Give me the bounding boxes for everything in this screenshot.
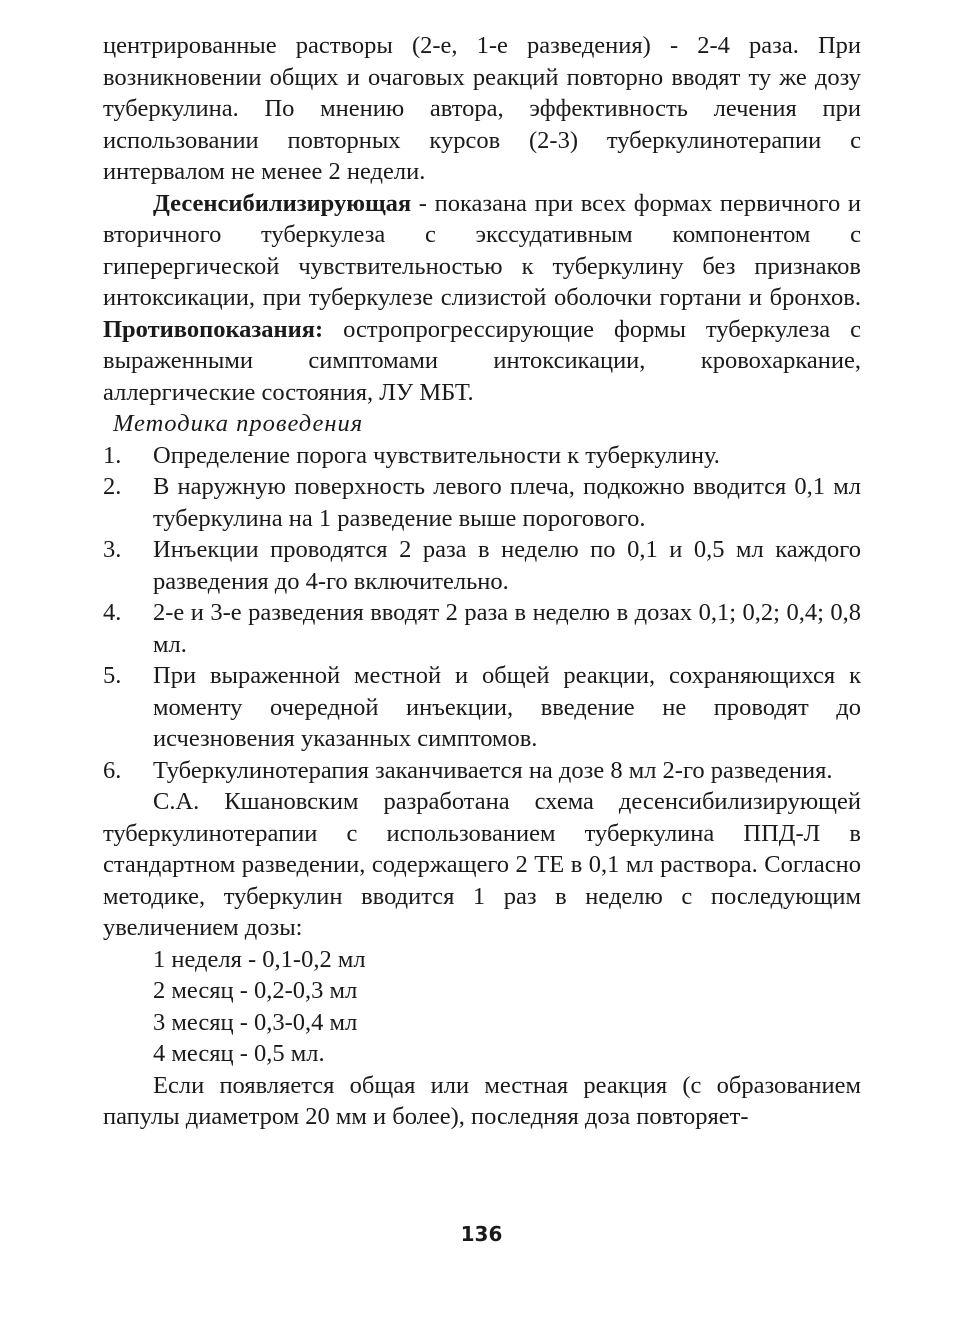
paragraph-reaction: Если появляется общая или местная реакция (с образованием папулы диаметром 20 мм и более), последняя доза повторяет- bbox=[103, 1071, 861, 1130]
list-item bbox=[103, 660, 861, 755]
dose-line: 2 месяц - 0,2-0,3 мл bbox=[153, 977, 358, 1004]
list-item-text: Туберкулинотерапия заканчивается на дозе 8 мл 2-го разведения. bbox=[153, 756, 833, 784]
term-desensitizing: Десенсибилизирующая bbox=[153, 189, 412, 217]
dose-line: 3 месяц - 0,3-0,4 мл bbox=[153, 1008, 358, 1036]
method-steps-list bbox=[103, 440, 861, 787]
contraindications-text: остропрогрессирующие формы туберкулеза с выраженными симптомами интоксикации, кровохаркание, аллергические состояния, ЛУ МБТ. bbox=[103, 315, 861, 406]
list-item-text: Определение порога чувствительности к туберкулину. bbox=[153, 441, 720, 469]
list-item bbox=[103, 471, 861, 534]
list-item-number: 2. bbox=[103, 473, 122, 500]
paragraph-intro: центрированные растворы (2-е, 1-е разведения) - 2-4 раза. При возникновении общих и очаговых реакций повторно вводят ту же дозу туберкулина. По мнению автора, эффективность лечения при использовании повторных курсов (2-3) туберкулинотерапии с интервалом не менее 2 недели. bbox=[103, 32, 861, 185]
method-heading: Методика проведения bbox=[113, 410, 364, 437]
list-item-text: 2-е и 3-е разведения вводят 2 раза в неделю в дозах 0,1; 0,2; 0,4; 0,8 мл. bbox=[153, 599, 861, 658]
list-item-number: 5. bbox=[103, 662, 122, 689]
list-item-text: В наружную поверхность левого плеча, подкожно вводится 0,1 мл туберкулина на 1 разведение выше порогового. bbox=[153, 473, 861, 532]
list-item bbox=[103, 597, 861, 660]
list-item-text: При выраженной местной и общей реакции, сохраняющихся к моменту очередной инъекции, введение не проводят до исчезновения указанных симптомов. bbox=[153, 662, 861, 752]
list-item-number: 6. bbox=[103, 756, 122, 784]
list-item-number: 3. bbox=[103, 536, 122, 563]
list-item-text: Инъекции проводятся 2 раза в неделю по 0,1 и 0,5 мл каждого разведения до 4-го включительно. bbox=[153, 536, 861, 595]
list-item bbox=[103, 440, 861, 472]
desensitizing-indications: - показана при всех формах первичного и вторичного туберкулеза с экссудативным компонентом с гиперергической чувствительностью к туберкулину без признаков интоксикации, при туберкулезе слизистой оболочки гортани и бронхов. bbox=[103, 189, 861, 311]
list-item bbox=[103, 755, 861, 787]
page-number: 136 bbox=[460, 1222, 503, 1246]
page-body bbox=[103, 30, 861, 1133]
dose-line: 1 неделя - 0,1-0,2 мл bbox=[153, 945, 366, 973]
dose-line: 4 месяц - 0,5 мл. bbox=[153, 1040, 325, 1067]
list-item-number: 4. bbox=[103, 599, 122, 626]
paragraph-kshanovsky: С.А. Кшановским разработана схема десенсибилизирующей туберкулинотерапии с использованием туберкулина ППД-Л в стандартном разведении, содержащего 2 ТЕ в 0,1 мл раствора. Согласно методике, туберкулин вводится 1 раз в неделю с последующим увеличением дозы: bbox=[103, 788, 861, 941]
list-item-number: 1. bbox=[103, 441, 122, 469]
list-item bbox=[103, 534, 861, 597]
contraindications-label: Противопоказания: bbox=[103, 315, 324, 343]
paragraph-desensitizing bbox=[103, 188, 861, 409]
